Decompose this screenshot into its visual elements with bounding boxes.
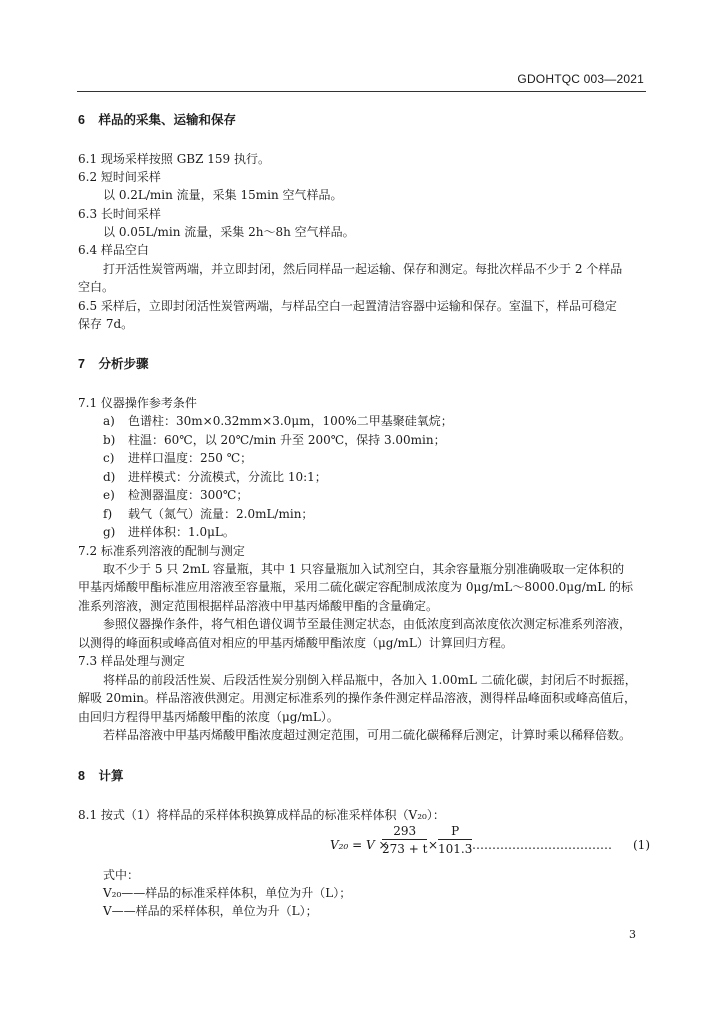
section-6-heading <box>78 110 236 128</box>
fraction-numerator: P <box>438 824 472 840</box>
section-8-heading <box>78 766 124 784</box>
clause-7-1: 7.1 仪器操作参考条件 <box>78 396 197 410</box>
section-number: 7 <box>78 357 85 371</box>
clause-6-4: 6.4 样品空白 <box>78 243 149 257</box>
item-label: f) <box>103 507 113 521</box>
item-text: 色谱柱：30m×0.32mm×3.0μm，100%二甲基聚硅氧烷； <box>128 414 453 428</box>
item-label: c) <box>103 451 115 465</box>
clause-7-3-para-2-line-1: 若样品溶液中甲基丙烯酸甲酯浓度超过测定范围，可用二硫化碳稀释后测定，计算时乘以稀释倍数。 <box>103 728 632 742</box>
item-label: g) <box>103 525 116 539</box>
item-label: d) <box>103 470 116 484</box>
leader-dots: ……………………………… <box>468 838 612 852</box>
clause-7-2-para-1-line-2: 甲基丙烯酸甲酯标准应用溶液至容量瓶，采用二硫化碳定容配制成浓度为 0μg/mL～8000.0μg/mL 的标 <box>78 580 633 594</box>
clause-7-2-para-2-line-1: 参照仪器操作条件，将气相色谱仪调节至最佳测定状态，由低浓度到高浓度依次测定标准系列溶液， <box>103 617 632 631</box>
clause-7-2-para-1-line-3: 准系列溶液，测定范围根据样品溶液中甲基丙烯酸甲酯的含量确定。 <box>78 599 439 613</box>
item-text: 进样体积：1.0μL。 <box>128 525 235 539</box>
section-number: 8 <box>78 769 85 783</box>
clause-7-2-para-1-line-1: 取不少于 5 只 2mL 容量瓶，其中 1 只容量瓶加入试剂空白，其余容量瓶分别准确吸取一定体积的 <box>103 562 625 576</box>
header-rule <box>77 91 646 92</box>
item-text: 柱温：60℃，以 20℃/min 升至 200℃，保持 3.00min； <box>128 433 446 447</box>
formula-fraction-temperature <box>382 824 427 856</box>
section-title: 计算 <box>98 769 124 783</box>
condition-item <box>103 523 235 540</box>
equation-number: (1) <box>633 838 650 852</box>
section-7-heading <box>78 354 149 372</box>
clause-6-4-body-cont: 空白。 <box>78 280 115 294</box>
condition-item <box>103 449 252 466</box>
clause-6-2-body: 以 0.2L/min 流量，采集 15min 空气样品。 <box>103 188 343 202</box>
clause-7-3-para-1-line-2: 解吸 20min。样品溶液供测定。用测定标准系列的操作条件测定样品溶液，测得样品峰面积或峰高值后， <box>78 691 637 705</box>
clause-6-1: 6.1 现场采样按照 GBZ 159 执行。 <box>78 152 270 166</box>
item-text: 进样口温度：250 ℃； <box>128 451 253 465</box>
item-label: b) <box>103 433 116 447</box>
clause-7-3-para-1-line-1: 将样品的前段活性炭、后段活性炭分别倒入样品瓶中，各加入 1.00mL 二硫化碳，封闭后不时振摇， <box>103 673 637 687</box>
item-label: a) <box>103 414 115 428</box>
clause-6-4-body: 打开活性炭管两端，并立即封闭，然后同样品一起运输、保存和测定。每批次样品不少于 2 个样品 <box>103 262 623 276</box>
item-text: 进样模式：分流模式，分流比 10:1； <box>128 470 327 484</box>
section-title: 分析步骤 <box>98 357 149 371</box>
fraction-denominator: 273 + t <box>382 842 428 856</box>
section-number: 6 <box>78 113 85 127</box>
definition-v: V——样品的采样体积，单位为升（L）； <box>103 904 318 918</box>
clause-6-2: 6.2 短时间采样 <box>78 170 161 184</box>
formula-lhs: V₂₀ = V × <box>330 838 389 852</box>
item-text: 检测器温度：300℃； <box>128 488 249 502</box>
clause-7-3: 7.3 样品处理与测定 <box>78 654 185 668</box>
clause-7-3-para-1-line-3: 由回归方程得甲基丙烯酸甲酯的浓度（μg/mL）。 <box>78 710 339 724</box>
section-title: 样品的采集、运输和保存 <box>98 113 236 127</box>
clause-6-5-cont: 保存 7d。 <box>78 317 134 331</box>
item-text: 载气（氮气）流量：2.0mL/min； <box>128 507 314 521</box>
condition-item <box>103 505 313 522</box>
clause-6-3: 6.3 长时间采样 <box>78 207 161 221</box>
condition-item <box>103 486 248 503</box>
clause-7-2: 7.2 标准系列溶液的配制与测定 <box>78 544 245 558</box>
clause-6-3-body: 以 0.05L/min 流量，采集 2h～8h 空气样品。 <box>103 225 355 239</box>
condition-item <box>103 431 446 448</box>
document-code: GDOHTQC 003—2021 <box>517 72 644 86</box>
clause-6-5: 6.5 采样后，立即封闭活性炭管两端，与样品空白一起置清洁容器中运输和保存。室温下，样品可稳定 <box>78 299 617 313</box>
page-number: 3 <box>629 928 636 941</box>
clause-8-1: 8.1 按式（1）将样品的采样体积换算成样品的标准采样体积（V₂₀）： <box>78 808 445 822</box>
condition-item <box>103 468 327 485</box>
where-label: 式中： <box>103 868 140 882</box>
item-label: e) <box>103 488 115 502</box>
fraction-denominator: 101.3 <box>438 842 473 856</box>
definition-v20: V₂₀——样品的标准采样体积，单位为升（L）； <box>103 886 352 900</box>
fraction-numerator: 293 <box>382 824 427 840</box>
multiply-sign: × <box>428 838 439 852</box>
formula-1 <box>330 824 650 864</box>
condition-item <box>103 412 453 429</box>
clause-7-2-para-2-line-2: 以测得的峰面积或峰高值对相应的甲基丙烯酸甲酯浓度（μg/mL）计算回归方程。 <box>78 636 513 650</box>
